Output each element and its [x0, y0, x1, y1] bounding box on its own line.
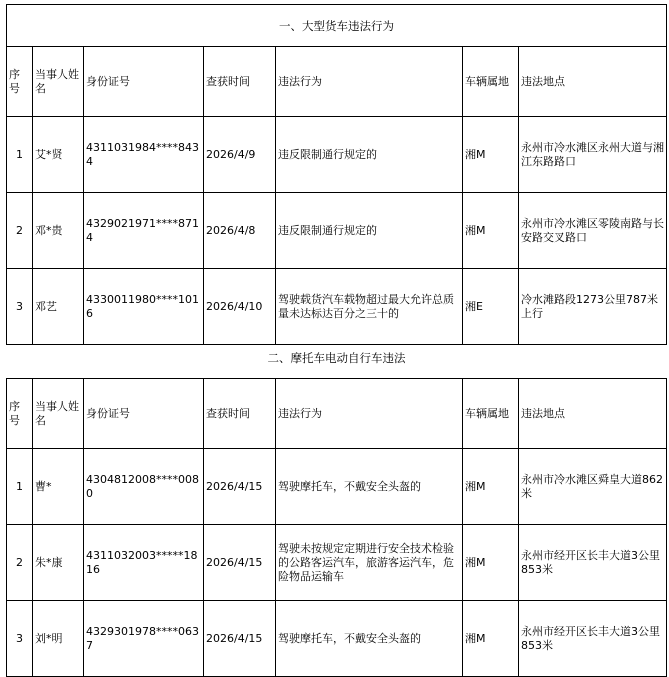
vehicle-region: 湘M	[463, 117, 519, 193]
row-index: 1	[7, 449, 33, 525]
section-title: 二、摩托车电动自行车违法	[7, 337, 667, 379]
header-cell: 当事人姓名	[33, 379, 84, 449]
violation-location: 永州市经开区长丰大道3公里853米	[519, 525, 667, 601]
table-row	[7, 449, 667, 525]
vehicle-region: 湘M	[463, 193, 519, 269]
table-row	[7, 525, 667, 601]
header-cell: 车辆属地	[463, 47, 519, 117]
seized-date: 2026/4/9	[204, 117, 276, 193]
id-number: 4329301978****0637	[84, 601, 204, 677]
table-row	[7, 269, 667, 345]
table-header	[7, 47, 667, 117]
violation-location: 永州市冷水滩区零陵南路与长安路交叉路口	[519, 193, 667, 269]
seized-date: 2026/4/10	[204, 269, 276, 345]
party-name: 艾*贤	[33, 117, 84, 193]
violations-table-motorcycles	[6, 337, 667, 677]
table-row	[7, 193, 667, 269]
vehicle-region: 湘M	[463, 601, 519, 677]
party-name: 邓*贵	[33, 193, 84, 269]
violation: 违反限制通行规定的	[276, 117, 463, 193]
header-cell: 违法行为	[276, 47, 463, 117]
header-cell: 违法地点	[519, 379, 667, 449]
table-row	[7, 601, 667, 677]
violation: 驾驶载货汽车载物超过最大允许总质量未达标达百分之三十的	[276, 269, 463, 345]
row-index: 3	[7, 601, 33, 677]
id-number: 4329021971****8714	[84, 193, 204, 269]
row-index: 2	[7, 525, 33, 601]
party-name: 刘*明	[33, 601, 84, 677]
id-number: 4304812008****0080	[84, 449, 204, 525]
row-index: 2	[7, 193, 33, 269]
header-cell: 身份证号	[84, 47, 204, 117]
vehicle-region: 湘M	[463, 449, 519, 525]
header-cell: 违法地点	[519, 47, 667, 117]
party-name: 邓艺	[33, 269, 84, 345]
party-name: 曹*	[33, 449, 84, 525]
violation-location: 永州市冷水滩区永州大道与湘江东路路口	[519, 117, 667, 193]
header-cell: 身份证号	[84, 379, 204, 449]
header-cell: 序号	[7, 47, 33, 117]
violation: 违反限制通行规定的	[276, 193, 463, 269]
header-cell: 违法行为	[276, 379, 463, 449]
seized-date: 2026/4/15	[204, 449, 276, 525]
id-number: 4330011980****1016	[84, 269, 204, 345]
violation-location: 永州市经开区长丰大道3公里853米	[519, 601, 667, 677]
seized-date: 2026/4/15	[204, 525, 276, 601]
violation: 驾驶摩托车，不戴安全头盔的	[276, 449, 463, 525]
vehicle-region: 湘M	[463, 525, 519, 601]
section-title: 一、大型货车违法行为	[7, 5, 667, 47]
violation-location: 冷水滩路段1273公里787米上行	[519, 269, 667, 345]
header-cell: 当事人姓名	[33, 47, 84, 117]
violation: 驾驶未按规定定期进行安全技术检验的公路客运汽车，旅游客运汽车，危险物品运输车	[276, 525, 463, 601]
id-number: 4311032003*****1816	[84, 525, 204, 601]
party-name: 朱*康	[33, 525, 84, 601]
table-header	[7, 379, 667, 449]
header-cell: 序号	[7, 379, 33, 449]
violations-table-trucks	[6, 4, 667, 345]
seized-date: 2026/4/8	[204, 193, 276, 269]
violation: 驾驶摩托车，不戴安全头盔的	[276, 601, 463, 677]
table-row	[7, 117, 667, 193]
id-number: 4311031984****8434	[84, 117, 204, 193]
seized-date: 2026/4/15	[204, 601, 276, 677]
header-cell: 查获时间	[204, 379, 276, 449]
header-cell: 查获时间	[204, 47, 276, 117]
violation-location: 永州市冷水滩区舜皇大道862米	[519, 449, 667, 525]
vehicle-region: 湘E	[463, 269, 519, 345]
row-index: 3	[7, 269, 33, 345]
header-cell: 车辆属地	[463, 379, 519, 449]
row-index: 1	[7, 117, 33, 193]
